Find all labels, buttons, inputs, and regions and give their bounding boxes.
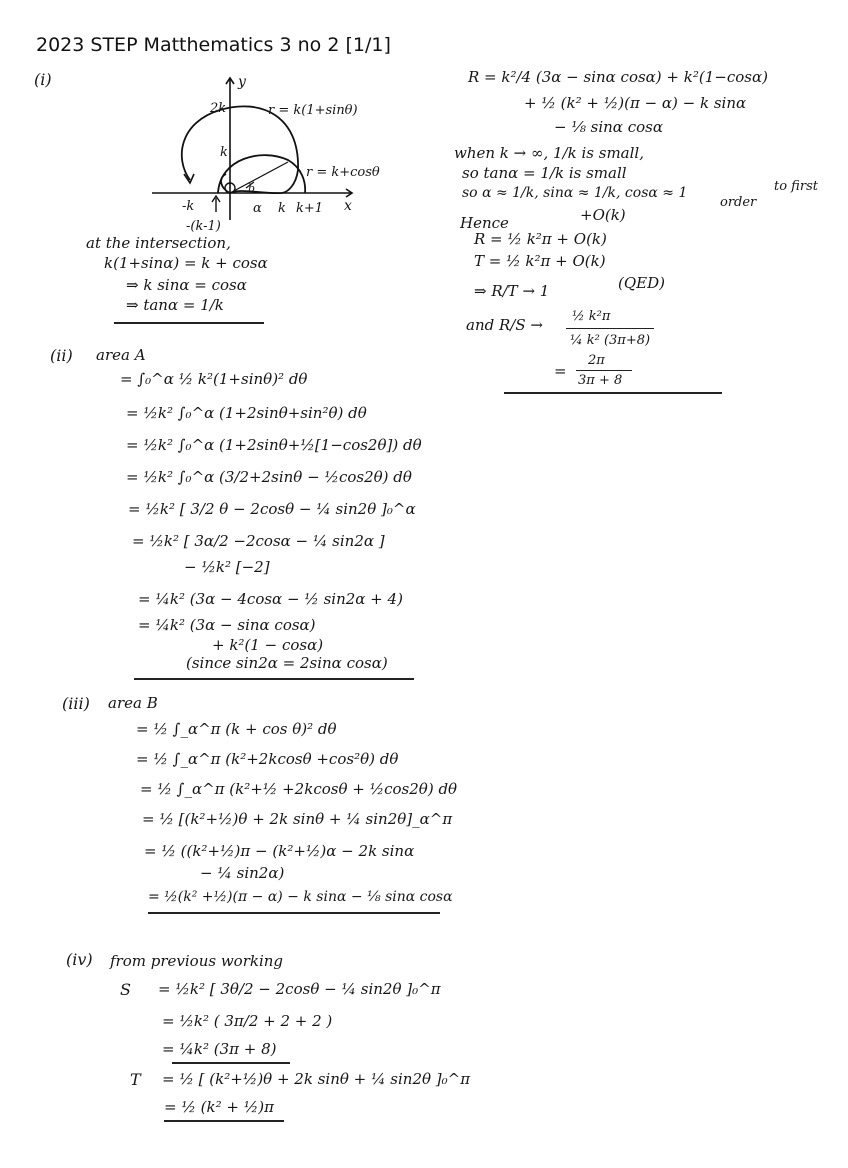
hence-equals: =: [554, 362, 567, 380]
part-iv-s-label: S: [120, 980, 131, 999]
part-i-line-2: k(1+sinα) = k + cosα: [104, 254, 268, 272]
reason-line-2: so tanα = 1/k is small: [462, 164, 627, 182]
part-iv-s-line-3: = ¼k² (3π + 8): [162, 1040, 277, 1058]
part-iii-line-3: = ½ ∫_α^π (k²+½ +2kcosθ + ½cos2θ) dθ: [140, 780, 458, 798]
label-k-plus-1: k+1: [296, 201, 324, 216]
page-title: 2023 STEP Matthematics 3 no 2 [1/1]: [36, 34, 391, 56]
part-iii-label: (iii): [62, 694, 90, 713]
part-ii-line-11: (since sin2α = 2sinα cosα): [186, 654, 388, 672]
hence-r-line: R = ½ k²π + O(k): [474, 230, 607, 248]
axis-y-label: y: [238, 74, 246, 90]
part-iii-underline: [148, 912, 440, 914]
hence-rs-line: and R/S →: [466, 316, 543, 334]
hence-final-fraction-bar: [576, 370, 632, 371]
hence-qed: (QED): [618, 274, 665, 292]
part-iv-t-underline: [164, 1120, 284, 1122]
right-column-underline: [504, 392, 722, 394]
part-iii-line-2: = ½ ∫_α^π (k²+2kcosθ +cos²θ) dθ: [136, 750, 399, 768]
part-iii-line-1: = ½ ∫_α^π (k + cos θ)² dθ: [136, 720, 337, 738]
part-ii-line-4: = ½k² ∫₀^α (3/2+2sinθ − ½cos2θ) dθ: [126, 468, 412, 486]
hence-rs-denominator: ¼ k² (3π+8): [570, 333, 651, 348]
label-k-axis: k: [278, 201, 286, 216]
part-ii-heading: area A: [96, 346, 146, 364]
part-ii-line-8: = ¼k² (3α − 4cosα − ½ sin2α + 4): [138, 590, 403, 608]
label-curve1: r = k(1+sinθ): [268, 103, 358, 118]
label-alpha: α: [253, 201, 262, 216]
polar-curves-diagram: [150, 70, 490, 235]
label-neg-k-minus-1: -(k-1): [186, 219, 221, 234]
part-ii-label: (ii): [50, 346, 73, 365]
part-ii-line-5: = ½k² [ 3/2 θ − 2cosθ − ¼ sin2θ ]₀^α: [128, 500, 416, 518]
part-ii-line-9: = ¼k² (3α − sinα cosα): [138, 616, 316, 634]
part-iii-line-6: − ¼ sin2α): [200, 864, 285, 882]
label-neg-k: -k: [182, 199, 195, 214]
part-ii-line-1: = ∫₀^α ½ k²(1+sinθ)² dθ: [120, 370, 308, 388]
part-i-line-4: ⇒ tanα = 1/k: [126, 296, 224, 314]
part-iii-line-4: = ½ [(k²+½)θ + 2k sinθ + ¼ sin2θ]_α^π: [142, 810, 453, 828]
part-i-line-3: ⇒ k sinα = cosα: [126, 276, 247, 294]
part-iv-s-line-1: = ½k² [ 3θ/2 − 2cosθ − ¼ sin2θ ]₀^π: [158, 980, 441, 998]
part-iv-label: (iv): [66, 950, 93, 969]
reason-line-6: +O(k): [580, 206, 626, 224]
reason-line-3: so α ≈ 1/k, sinα ≈ 1/k, cosα ≈ 1: [462, 185, 688, 201]
part-i-underline: [114, 322, 264, 324]
part-iv-t-line-2: = ½ (k² + ½)π: [164, 1098, 274, 1116]
part-iv-s-line-2: = ½k² ( 3π/2 + 2 + 2 ): [162, 1012, 333, 1030]
r-line-1: R = k²/4 (3α − sinα cosα) + k²(1−cosα): [468, 68, 768, 86]
part-iv-heading: from previous working: [110, 952, 284, 970]
part-ii-line-7: − ½k² [−2]: [184, 558, 270, 576]
part-iii-line-7: = ½(k² +½)(π − α) − k sinα − ⅛ sinα cosα: [148, 889, 453, 905]
part-iv-s-underline: [172, 1062, 290, 1064]
part-ii-underline: [134, 678, 414, 680]
part-i-line-1: at the intersection,: [86, 234, 231, 252]
r-line-2: + ½ (k² + ½)(π − α) − k sinα: [524, 94, 747, 112]
hence-rs-numerator: ½ k²π: [572, 309, 611, 324]
hence-t-line: T = ½ k²π + O(k): [474, 252, 606, 270]
hence-final-numerator: 2π: [588, 353, 605, 368]
reason-line-4: to first: [774, 179, 818, 194]
part-iii-line-5: = ½ ((k²+½)π − (k²+½)α − 2k sinα: [144, 842, 415, 860]
part-ii-line-3: = ½k² ∫₀^α (1+2sinθ+½[1−cos2θ]) dθ: [126, 436, 422, 454]
reason-line-1: when k → ∞, 1/k is small,: [454, 144, 644, 162]
hence-final-denominator: 3π + 8: [578, 373, 623, 388]
hence-rs-fraction-bar: [566, 328, 654, 329]
r-line-3: − ⅛ sinα cosα: [554, 118, 663, 136]
axis-x-label: x: [344, 198, 352, 214]
reason-line-5: order: [720, 195, 757, 210]
part-iv-t-line-1: = ½ [ (k²+½)θ + 2k sinθ + ¼ sin2θ ]₀^π: [162, 1070, 471, 1088]
label-curve2: r = k+cosθ: [306, 165, 380, 180]
part-ii-line-2: = ½k² ∫₀^α (1+2sinθ+sin²θ) dθ: [126, 404, 367, 422]
label-b-alpha: b: [248, 182, 256, 195]
part-ii-line-6: = ½k² [ 3α/2 −2cosα − ¼ sin2α ]: [132, 532, 385, 550]
label-2k: 2k: [210, 101, 227, 116]
part-i-label: (i): [34, 70, 52, 89]
label-k: k: [220, 145, 228, 160]
part-ii-line-10: + k²(1 − cosα): [212, 636, 324, 654]
hence-ratio-line: ⇒ R/T → 1: [474, 282, 550, 300]
hence-label: Hence: [460, 214, 509, 232]
part-iv-t-label: T: [130, 1070, 141, 1089]
part-iii-heading: area B: [108, 694, 158, 712]
curve-k-one-plus-sin: [182, 106, 298, 193]
